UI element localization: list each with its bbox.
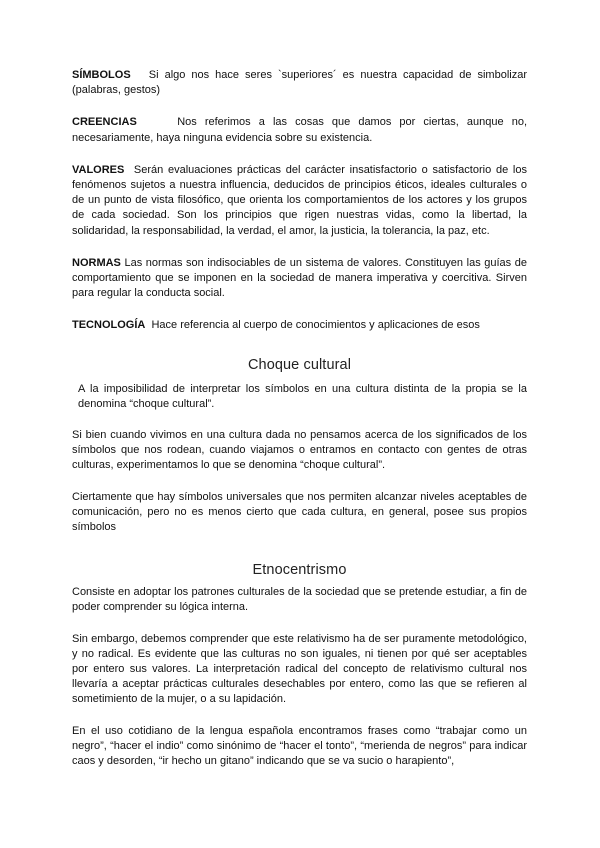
paragraph: Consiste en adoptar los patrones culturales de la sociedad que se pretende estudiar, a fin de poder comprender su lógica interna.	[72, 586, 527, 614]
definition-text: Si algo nos hace seres `superiores´ es nuestra capacidad de simbolizar (palabras, gestos)	[72, 69, 528, 97]
definition-creencias	[72, 115, 527, 145]
definition-text: Las normas son indisociables de un sistema de valores. Constituyen las guías de comportamiento que se imponen en la sociedad de manera imperativa y coercitiva. Sirven para regular la conducta social.	[72, 256, 527, 300]
definition-text: Hace referencia al cuerpo de conocimientos y aplicaciones de esos	[151, 319, 480, 332]
section-title-etnocentrismo: Etnocentrismo	[252, 562, 347, 579]
definition-tecnologia	[72, 318, 527, 333]
definition-simbolos	[72, 68, 527, 98]
definition-normas	[72, 256, 527, 302]
definition-term: NORMAS	[72, 256, 121, 269]
definition-term: VALORES	[72, 163, 125, 176]
paragraph: Sin embargo, debemos comprender que este relativismo ha de ser puramente metodológico, y no radical. Es evidente que las culturas no son iguales, ni tienen por qué ser aceptables por entero sus valores. La interpretación radical del concepto de relativismo cultural nos llevaría a aceptar prácticas culturales desechables por entero, como las que se refieren al sometimiento de la mujer, o a su lapidación.	[72, 632, 527, 706]
paragraph: Si bien cuando vivimos en una cultura dada no pensamos acerca de los significados de los símbolos que nos rodean, cuando viajamos o entramos en contacto con gentes de otras culturas, experimentamos lo que se denomina “choque cultural”.	[72, 429, 527, 472]
definition-term: TECNOLOGÍA	[72, 319, 146, 332]
definition-valores	[72, 163, 527, 239]
paragraph: A la imposibilidad de interpretar los símbolos en una cultura distinta de la propia se la denomina “choque cultural”.	[78, 382, 527, 410]
definition-text: Serán evaluaciones prácticas del carácter insatisfactorio o satisfactorio de los fenómenos sujetos a nuestra influencia, deducidos de principios éticos, ideales culturales o de un punto de vista filosófico, que orienta los comportamientos de los actores y los grupos de cada sociedad. Son los principios que rigen nuestras vidas, como la libertad, la solidaridad, la responsabilidad, la verdad, el amor, la justicia, la tolerancia, la paz, etc.	[72, 163, 527, 237]
definition-term: CREENCIAS	[72, 116, 137, 129]
document-page	[72, 68, 527, 769]
definition-term: SÍMBOLOS	[72, 69, 131, 81]
definition-text: Nos referimos a las cosas que damos por ciertas, aunque no, necesariamente, haya ninguna evidencia sobre su existencia.	[72, 116, 527, 144]
paragraph: En el uso cotidiano de la lengua española encontramos frases como “trabajar como un negro”, “hacer el indio” como sinónimo de “hacer el tonto”, “merienda de negros” para indicar caos y desorden, “ir hecho un gitano” indicando que se va sucio o harapiento”,	[72, 724, 527, 768]
paragraph: Ciertamente que hay símbolos universales que nos permiten alcanzar niveles aceptables de comunicación, pero no es menos cierto que cada cultura, en general, posee sus propios símbolos	[72, 490, 527, 534]
section-title-choque-cultural: Choque cultural	[247, 356, 352, 373]
